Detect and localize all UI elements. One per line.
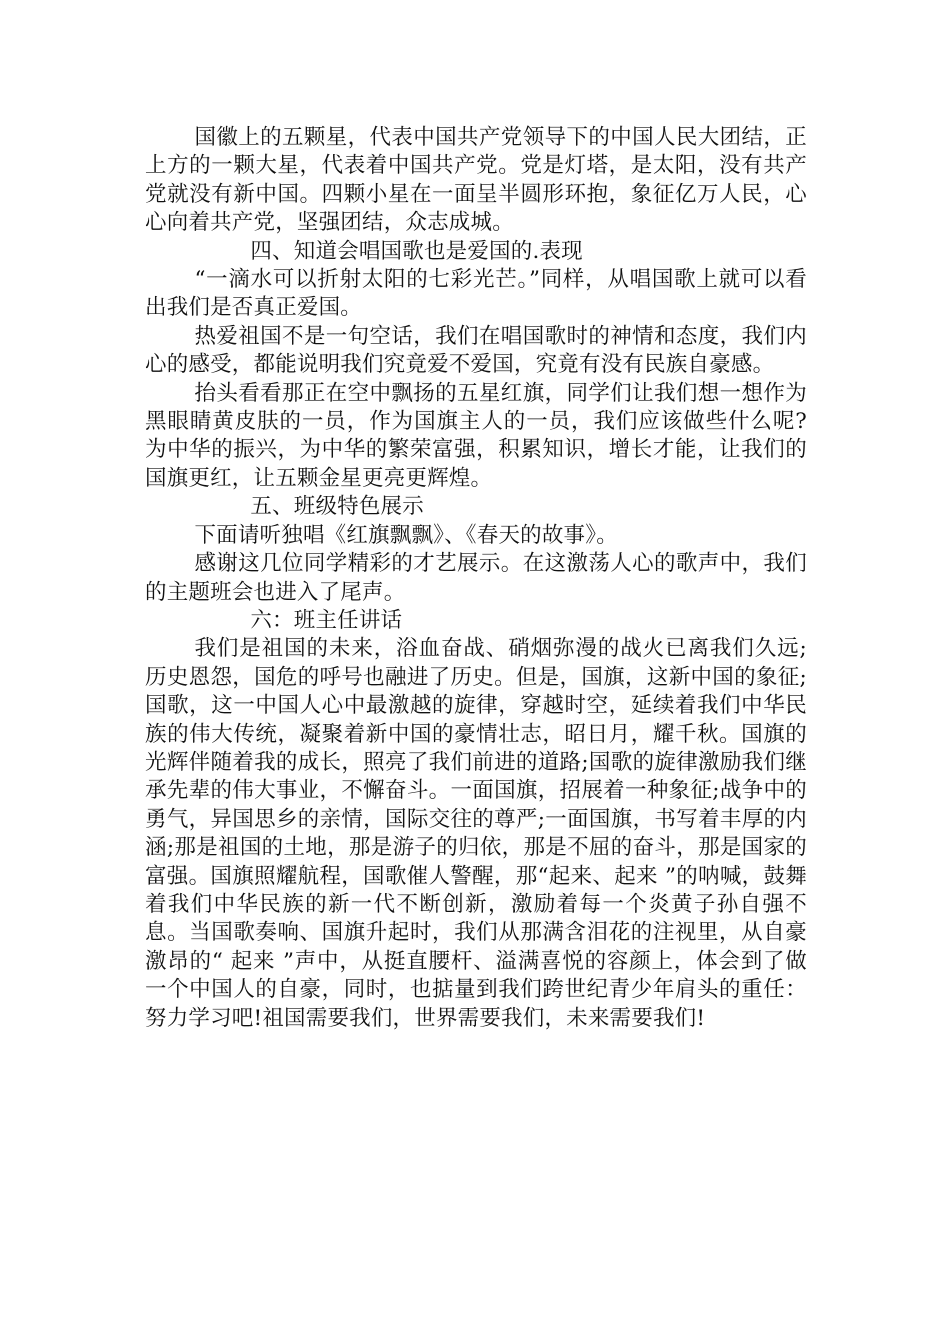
section-heading-4: 四、知道会唱国歌也是爱国的.表现 bbox=[250, 238, 583, 264]
paragraph-quote: “一滴水可以折射太阳的七彩光芒。”同样，从唱国歌上就可以看出我们是否真正爱国。 bbox=[145, 267, 807, 321]
paragraph-thanks: 感谢这几位同学精彩的才艺展示。在这激荡人心的歌声中，我们的主题班会也进入了尾声。 bbox=[145, 551, 807, 605]
paragraph-teacher-speech: 我们是祖国的未来，浴血奋战、硝烟弥漫的战火已离我们久远;历史恩怨，国危的呼号也融进了历史。但是，国旗，这新中国的象征;国歌，这一中国人心中最激越的旋律，穿越时空，延续着我们中华民族的伟大传统，凝聚着新中国的豪情壮志，昭日月，耀千秋。国旗的光辉伴随着我的成长，照亮了我们前进的道路;国歌的旋律激励我们继承先辈的伟大事业，不懈奋斗。一面国旗，招展着一种象征;战争中的勇气，异国思乡的亲情，国际交往的尊严;一面国旗，书写着丰厚的内涵;那是祖国的土地，那是游子的归依，那是不屈的奋斗，那是国家的富强。国旗照耀航程，国歌催人警醒，那“起来、起来 ”的呐喊，鼓舞着我们中华民族的新一代不断创新，激励着每一个炎黄子孙自强不息。当国歌奏响、国旗升起时，我们从那满含泪花的注视里，从自豪激昂的“ 起来 ”声中，从挺直腰杆、溢满喜悦的容颜上，体会到了做一个中国人的自豪，同时，也掂量到我们跨世纪青少年肩头的重任：努力学习吧!祖国需要我们，世界需要我们，未来需要我们! bbox=[145, 636, 807, 1031]
document-body bbox=[145, 124, 807, 1033]
paragraph-national-emblem: 国徽上的五颗星，代表中国共产党领导下的中国人民大团结，正上方的一颗大星，代表着中国共产党。党是灯塔，是太阳，没有共产党就没有新中国。四颗小星在一面呈半圆形环抱，象征亿万人民，心心向着共产党，坚强团结，众志成城。 bbox=[145, 125, 807, 236]
paragraph-solo: 下面请听独唱《红旗飘飘》、《春天的故事》。 bbox=[194, 522, 618, 548]
section-heading-6: 六：班主任讲话 bbox=[250, 607, 403, 633]
paragraph-flag: 抬头看看那正在空中飘扬的五星红旗，同学们让我们想一想作为黑眼睛黄皮肤的一员，作为国旗主人的一员，我们应该做些什么呢?为中华的振兴，为中华的繁荣富强，积累知识，增长才能，让我们的国旗更红，让五颗金星更亮更辉煌。 bbox=[145, 380, 807, 491]
paragraph-love-country: 热爱祖国不是一句空话，我们在唱国歌时的神情和态度，我们内心的感受，都能说明我们究竟爱不爱国，究竟有没有民族自豪感。 bbox=[145, 323, 807, 378]
section-heading-5: 五、班级特色展示 bbox=[250, 494, 424, 520]
